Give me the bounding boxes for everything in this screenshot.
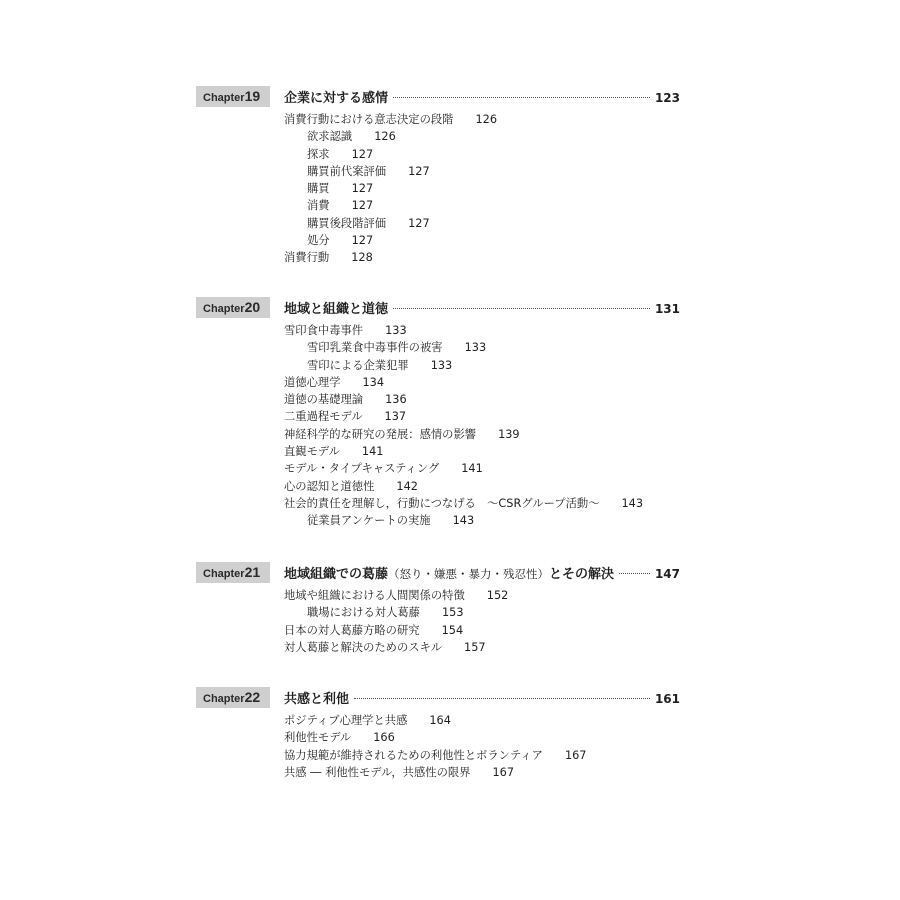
entry-title: 消費行動 bbox=[284, 251, 330, 265]
chapter-label: Chapter bbox=[203, 568, 245, 580]
toc-entry bbox=[284, 374, 643, 391]
entry-title: 購買後段階評価 bbox=[307, 216, 387, 230]
entry-page-number: 139 bbox=[498, 427, 520, 441]
entry-page-number: 133 bbox=[385, 324, 407, 337]
chapter-title-row bbox=[284, 563, 680, 583]
toc-entry bbox=[284, 747, 587, 764]
chapter-label: Chapter bbox=[203, 303, 245, 315]
chapter-title-main: 企業に対する感情 bbox=[284, 91, 389, 106]
chapter-title bbox=[284, 563, 614, 582]
toc-subentry bbox=[284, 339, 643, 356]
chapter-title-row bbox=[284, 688, 680, 708]
entry-page-number: 127 bbox=[351, 182, 374, 196]
toc-entry bbox=[284, 408, 643, 425]
entry-title: 雪印乳業食中毒事件の被害 bbox=[307, 341, 443, 355]
toc-subentry bbox=[284, 512, 643, 529]
entry-title: 道徳の基礎理論 bbox=[284, 393, 364, 407]
toc-entry bbox=[284, 478, 643, 495]
chapter-label: Chapter bbox=[203, 693, 245, 705]
chapter-badge bbox=[196, 86, 270, 107]
toc-subentry bbox=[284, 357, 643, 374]
dot-leader bbox=[619, 572, 650, 574]
entry-title: 利他性モデル bbox=[284, 731, 352, 745]
entry-title: 雪印による企業犯罪 bbox=[307, 358, 409, 372]
chapter-label: Chapter bbox=[203, 92, 245, 104]
toc-entry bbox=[284, 729, 587, 746]
chapter-entries bbox=[284, 111, 497, 267]
dot-leader bbox=[354, 697, 650, 699]
entry-title: 社会的責任を理解し，行動につなげる ～CSRグループ活動～ bbox=[284, 496, 600, 510]
entry-page-number: 143 bbox=[452, 514, 475, 528]
toc-subentry bbox=[284, 232, 497, 249]
entry-page-number: 166 bbox=[373, 731, 395, 745]
chapter-badge bbox=[196, 297, 270, 318]
toc-subentry bbox=[284, 215, 497, 232]
entry-title: 対人葛藤と解決のためのスキル bbox=[284, 640, 443, 654]
toc-entry bbox=[284, 111, 497, 128]
entry-title: 探求 bbox=[307, 147, 330, 161]
toc-entry bbox=[284, 622, 508, 639]
entry-page-number: 141 bbox=[461, 462, 483, 476]
chapter-title-main: 地域と組織と道徳 bbox=[284, 302, 389, 317]
chapter-title bbox=[284, 87, 388, 106]
entry-title: 処分 bbox=[307, 234, 330, 248]
chapter-heading bbox=[196, 86, 680, 108]
entry-title: 消費 bbox=[307, 199, 330, 213]
chapter-badge bbox=[196, 687, 270, 708]
entry-title: 神経科学的な研究の発展：感情の影響 bbox=[284, 427, 477, 441]
entry-title: ポジティブ心理学と共感 bbox=[284, 714, 408, 727]
dot-leader bbox=[393, 96, 650, 98]
chapter-page-number: 161 bbox=[654, 692, 680, 706]
chapter-number: 19 bbox=[244, 88, 261, 104]
entry-title: 購買前代案評価 bbox=[307, 164, 387, 178]
entry-title: モデル・タイプキャスティング bbox=[284, 462, 440, 476]
entry-page-number: 127 bbox=[351, 199, 374, 213]
chapter-heading bbox=[196, 562, 680, 584]
toc-entry bbox=[284, 639, 508, 656]
chapter-entries bbox=[284, 587, 508, 656]
chapter-section bbox=[196, 297, 680, 528]
entry-title: 共感 ― 利他性モデル，共感性の限界 bbox=[284, 765, 471, 779]
chapter-entries bbox=[284, 322, 643, 530]
entry-page-number: 154 bbox=[441, 623, 464, 637]
entry-page-number: 134 bbox=[362, 375, 385, 389]
entry-page-number: 153 bbox=[441, 606, 464, 620]
dot-leader bbox=[393, 307, 650, 309]
entry-title: 協力規範が維持されるための利他性とボランティア bbox=[284, 748, 543, 762]
chapter-title-main: 地域組織での葛藤 bbox=[284, 567, 389, 582]
toc-subentry bbox=[284, 180, 497, 197]
toc-subentry bbox=[284, 163, 497, 180]
toc-entry bbox=[284, 322, 643, 339]
chapter-section bbox=[196, 562, 680, 654]
chapter-heading bbox=[196, 687, 680, 709]
entry-page-number: 152 bbox=[486, 589, 509, 602]
entry-page-number: 137 bbox=[384, 410, 407, 424]
chapter-section bbox=[196, 687, 680, 779]
entry-page-number: 133 bbox=[430, 358, 453, 372]
entry-page-number: 127 bbox=[351, 234, 374, 248]
entry-title: 消費行動における意志決定の段階 bbox=[284, 113, 454, 126]
toc-entry bbox=[284, 460, 643, 477]
entry-title: 二重過程モデル bbox=[284, 410, 363, 424]
entry-page-number: 164 bbox=[429, 714, 451, 727]
entry-page-number: 142 bbox=[396, 479, 418, 493]
chapter-page-number: 147 bbox=[654, 567, 680, 581]
toc-entry bbox=[284, 587, 508, 604]
entry-page-number: 157 bbox=[464, 640, 486, 654]
toc-entry bbox=[284, 426, 643, 443]
chapter-section bbox=[196, 86, 680, 265]
chapter-entries bbox=[284, 712, 587, 781]
chapter-badge bbox=[196, 562, 270, 583]
chapter-page-number: 123 bbox=[654, 91, 680, 105]
chapter-title-row bbox=[284, 298, 680, 318]
toc-entry bbox=[284, 495, 643, 512]
entry-title: 日本の対人葛藤方略の研究 bbox=[284, 623, 420, 637]
toc-entry bbox=[284, 391, 643, 408]
entry-page-number: 127 bbox=[408, 216, 430, 230]
entry-title: 購買 bbox=[307, 182, 330, 196]
entry-title: 道徳心理学 bbox=[284, 375, 341, 389]
entry-page-number: 127 bbox=[408, 164, 430, 178]
chapter-number: 20 bbox=[244, 299, 261, 315]
entry-page-number: 126 bbox=[475, 113, 498, 126]
entry-title: 雪印食中毒事件 bbox=[284, 324, 364, 337]
entry-title: 地域や組織における人間関係の特徴 bbox=[284, 589, 465, 602]
entry-page-number: 141 bbox=[361, 445, 384, 459]
toc-entry bbox=[284, 764, 587, 781]
chapter-title-row bbox=[284, 87, 680, 107]
entry-page-number: 128 bbox=[351, 251, 373, 265]
entry-page-number: 126 bbox=[374, 130, 396, 144]
toc-entry bbox=[284, 249, 497, 266]
entry-title: 直観モデル bbox=[284, 445, 340, 459]
toc-subentry bbox=[284, 197, 497, 214]
entry-page-number: 136 bbox=[385, 393, 407, 407]
entry-title: 従業員アンケートの実施 bbox=[307, 514, 431, 528]
toc-subentry bbox=[284, 604, 508, 621]
chapter-title-main: 共感と利他 bbox=[284, 692, 350, 707]
toc-entry bbox=[284, 443, 643, 460]
toc-subentry bbox=[284, 128, 497, 145]
toc-subentry bbox=[284, 146, 497, 163]
chapter-number: 22 bbox=[244, 689, 261, 705]
chapter-title bbox=[284, 688, 349, 707]
chapter-title-note: （怒り・嫌悪・暴力・残忍性） bbox=[388, 567, 550, 581]
entry-title: 職場における対人葛藤 bbox=[307, 606, 420, 620]
chapter-page-number: 131 bbox=[654, 302, 680, 316]
toc-entry bbox=[284, 712, 587, 729]
entry-title: 心の認知と道徳性 bbox=[284, 479, 375, 493]
chapter-title bbox=[284, 298, 388, 317]
entry-page-number: 133 bbox=[464, 341, 487, 355]
chapter-heading bbox=[196, 297, 680, 319]
chapter-number: 21 bbox=[244, 564, 261, 580]
entry-page-number: 167 bbox=[564, 748, 587, 762]
entry-page-number: 143 bbox=[621, 496, 644, 510]
entry-page-number: 167 bbox=[492, 765, 515, 779]
chapter-title-suffix: とその解決 bbox=[549, 567, 615, 582]
entry-title: 欲求認識 bbox=[307, 130, 353, 144]
entry-page-number: 127 bbox=[351, 147, 374, 161]
